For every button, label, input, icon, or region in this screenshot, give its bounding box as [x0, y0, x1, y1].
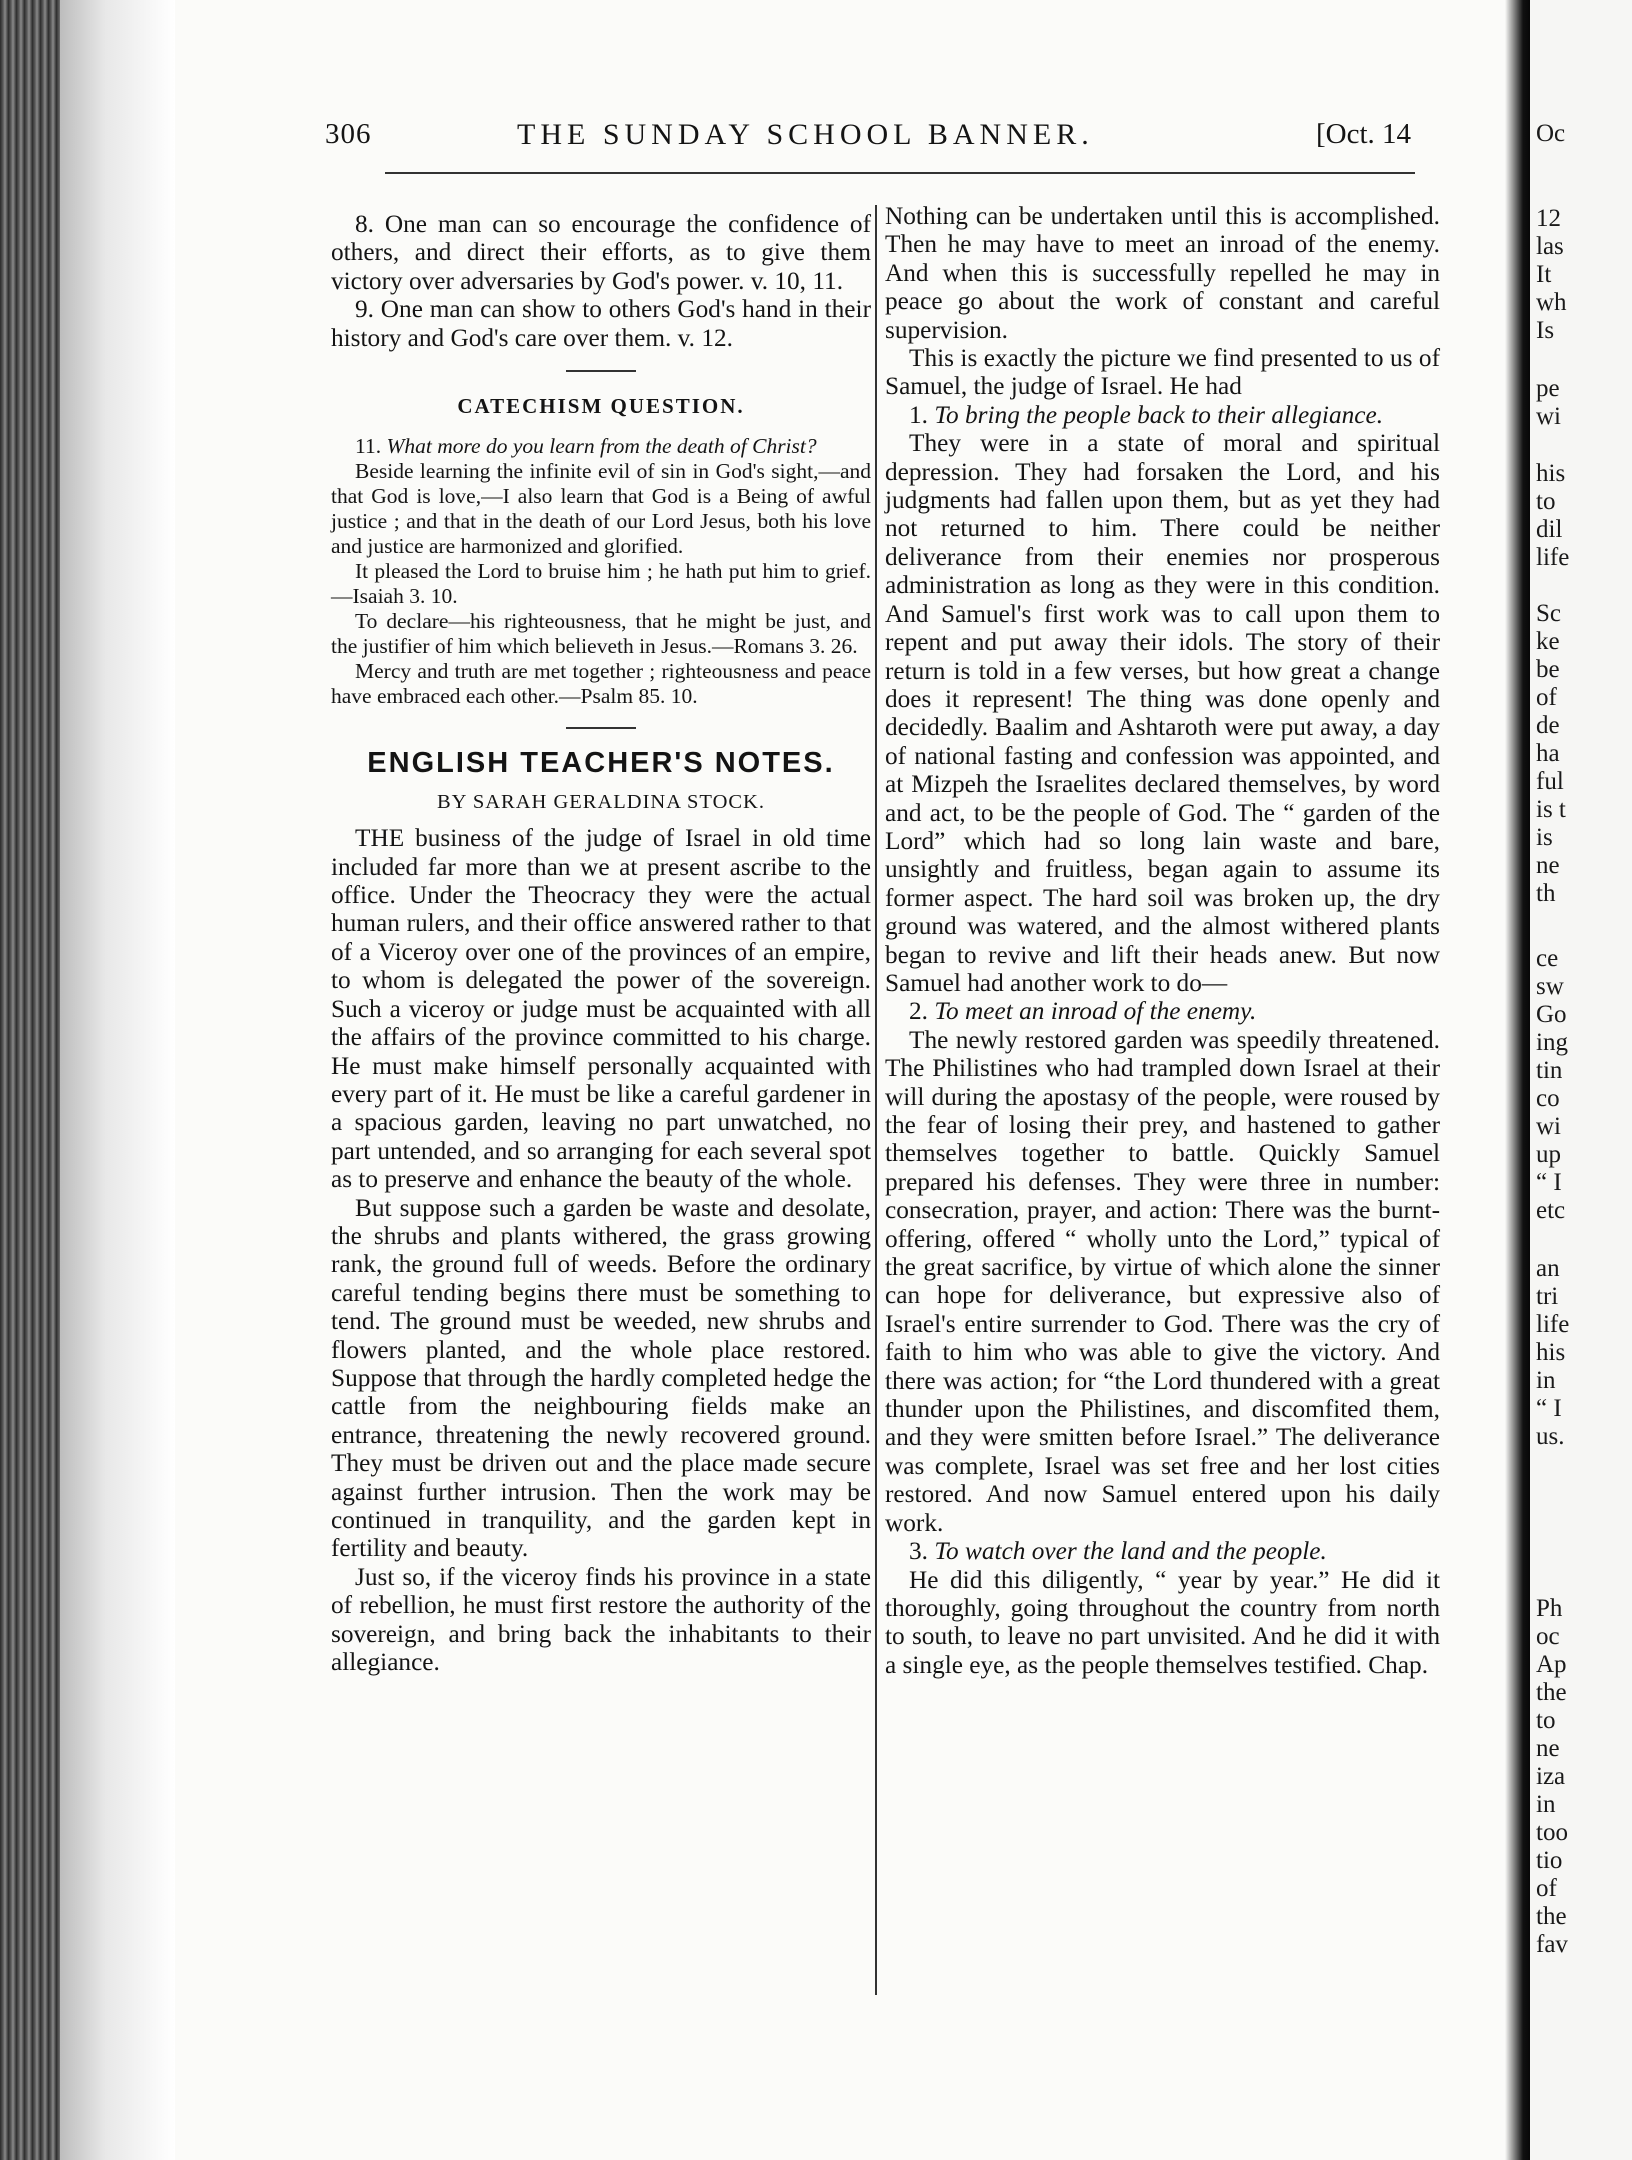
notes-heading: ENGLISH TEACHER'S NOTES.: [367, 747, 835, 780]
next-page-text-fragment: Ap: [1536, 1651, 1567, 1678]
next-page-text-fragment: us.: [1536, 1423, 1565, 1450]
next-page-text-fragment: It: [1536, 261, 1552, 288]
subheading: [885, 401, 1440, 429]
paragraph: 8. One man can so encourage the confidence of others, and direct their efforts, as to give them victory over adversaries by God's power. v. 10, 11.: [331, 210, 871, 295]
subheading-text: To meet an inroad of the enemy.: [934, 997, 1257, 1026]
catechism-question: [331, 434, 871, 459]
next-page-text-fragment: his: [1536, 1339, 1566, 1366]
next-page-text-fragment: wi: [1536, 403, 1561, 430]
section-divider: [566, 370, 636, 372]
next-page-text-fragment: be: [1536, 656, 1560, 683]
paragraph: 9. One man can show to others God's hand in their history and God's care over them. v. 12.: [331, 295, 871, 352]
next-page-text-fragment: sw: [1536, 973, 1564, 1000]
next-page-text-fragment: wh: [1536, 289, 1567, 316]
paragraph: They were in a state of moral and spiritual depression. They had forsaken the Lord, and his judgments had fallen upon them, but as yet they had not returned to him. There could be neither deliverance from their enemies nor prosperous administration as long as they were in this condition. And Samuel's first work was to call upon them to repent and put away their idols. The story of their return is told in a few verses, but how great a change does it represent! The thing was done openly and decidedly. Baalim and Ashtaroth were put away, a day of national fasting and confession was appointed, and at Mizpeh the Israelites declared themselves, by word and act, to be the people of God. The “ garden of the Lord” which had so long lain waste and bare, unsightly and fruitless, began again to assume its former aspect. The hard soil was broken up, the dry ground was watered, and the almost withered plants began to revive and lift their heads anew. But now Samuel had another work to do—: [885, 429, 1440, 997]
subheading-text: To bring the people back to their allegiance.: [934, 400, 1384, 429]
next-page-text-fragment: “ I: [1536, 1395, 1562, 1422]
next-page-text-fragment: is: [1536, 824, 1553, 851]
paragraph: THE business of the judge of Israel in old time included far more than we at present ascribe to the office. Under the Theocracy they were the actual human rulers, and their office answered rather to that of a Viceroy over one of the provinces of an empire, to whom is delegated the power of the sovereign. Such a viceroy or judge must be acquainted with all the affairs of the province committed to his charge. He must make himself personally acquainted with every part of it. He must be like a careful gardener in a spacious garden, leaving no part unwatched, no part untended, and so arranging for each several spot as to preserve and enhance the beauty of the whole.: [331, 824, 871, 1194]
next-page-text-fragment: ke: [1536, 628, 1560, 655]
scripture-verse: Mercy and truth are met together ; righteousness and peace have embraced each other.—Psalm 85. 10.: [331, 659, 871, 709]
next-page-text-fragment: life: [1536, 1311, 1570, 1338]
next-page-text-fragment: tin: [1536, 1057, 1563, 1084]
question-number: 11.: [355, 434, 382, 459]
next-page-text-fragment: iza: [1536, 1763, 1566, 1790]
next-page-text-fragment: ing: [1536, 1029, 1568, 1056]
next-page-text-fragment: tri: [1536, 1283, 1559, 1310]
paragraph: This is exactly the picture we find presented to us of Samuel, the judge of Israel. He had: [885, 344, 1440, 401]
paragraph: But suppose such a garden be waste and desolate, the shrubs and plants withered, the grass growing rank, the ground full of weeds. Before the ordinary careful tending begins there must be something to tend. The ground must be weeded, new shrubs and flowers planted, and the whole place restored. Suppose that through the hardly completed hedge the cattle from the neighbouring fields make an entrance, threatening the newly recovered ground. They must be driven out and the place made secure against further intrusion. Then the work may be continued in tranquility, and the garden kept in fertility and beauty.: [331, 1193, 871, 1563]
issue-date: [Oct. 14: [1316, 118, 1412, 150]
next-page-text-fragment: is t: [1536, 796, 1566, 823]
next-page-text-fragment: ful: [1536, 768, 1564, 795]
catechism-heading: CATECHISM QUESTION.: [457, 394, 745, 419]
next-page-text-fragment: ce: [1536, 945, 1559, 972]
next-page-text-fragment: fav: [1536, 1931, 1568, 1958]
running-title: THE SUNDAY SCHOOL BANNER.: [517, 118, 1094, 151]
next-page-text-fragment: Go: [1536, 1001, 1567, 1028]
next-page-text-fragment: dil: [1536, 516, 1563, 543]
next-page-text-fragment: the: [1536, 1903, 1567, 1930]
subheading-text: To watch over the land and the people.: [934, 1537, 1327, 1566]
subheading-number: 1.: [909, 400, 928, 429]
next-page-text-fragment: pe: [1536, 375, 1560, 402]
header-rule: [385, 172, 1415, 174]
subheading-number: 3.: [909, 1537, 928, 1566]
next-page-text-fragment: las: [1536, 233, 1564, 260]
next-page-text-fragment: etc: [1536, 1197, 1566, 1224]
next-page-text-fragment: to: [1536, 488, 1556, 515]
paragraph: Nothing can be undertaken until this is accomplished. Then he may have to meet an inroad of the enemy. And when this is successfully repelled he may in peace go about the work of constant and careful supervision.: [885, 202, 1440, 344]
page-number: 306: [325, 118, 372, 150]
next-page-fragment: [1530, 0, 1632, 2160]
subheading: [885, 1537, 1440, 1565]
scripture-verse: It pleased the Lord to bruise him ; he hath put him to grief.—Isaiah 3. 10.: [331, 559, 871, 609]
paragraph: Just so, if the viceroy finds his province in a state of rebellion, he must first restore the authority of the sovereign, and bring back the inhabitants to their allegiance.: [331, 1562, 871, 1677]
next-page-text-fragment: the: [1536, 1679, 1567, 1706]
next-page-text-fragment: of: [1536, 684, 1557, 711]
scripture-verse: To declare—his righteousness, that he might be just, and the justifier of him which believeth in Jesus.—Romans 3. 26.: [331, 609, 871, 659]
next-page-text-fragment: 12: [1536, 205, 1561, 232]
next-page-text-fragment: in: [1536, 1791, 1556, 1818]
column-rule: [875, 205, 877, 1995]
subheading: [885, 997, 1440, 1025]
next-page-text-fragment: th: [1536, 880, 1556, 907]
paragraph: He did this diligently, “ year by year.” He did it thoroughly, going throughout the country from north to south, to leave no part unvisited. And he did it with a single eye, as the people themselves testified. Chap.: [885, 1565, 1440, 1679]
next-page-text-fragment: of: [1536, 1875, 1557, 1902]
next-page-text-fragment: to: [1536, 1707, 1556, 1734]
next-page-text-fragment: tio: [1536, 1847, 1563, 1874]
paragraph: The newly restored garden was speedily threatened. The Philistines who had trampled down Israel at their will during the apostasy of the people, were roused by the fear of losing their prey, and hastened to gather themselves together to battle. Quickly Samuel prepared his defenses. They were three in number: consecration, prayer, and action: There was the burnt-offering, offered “ wholly unto the Lord,” typical of the great sacrifice, by virtue of which alone the sinner can hope for deliverance, but expressive also of Israel's entire surrender to God. There was the cry of faith to him who was able to give the victory. And there was action; for “the Lord thundered with a great thunder upon the Philistines, and discomfited them, and they were smitten before Israel.” The deliverance was complete, Israel was set free and her lost cities restored. And now Samuel entered upon his daily work.: [885, 1025, 1440, 1537]
subheading-number: 2.: [909, 997, 928, 1026]
next-page-text-fragment: ha: [1536, 740, 1560, 767]
next-page-text-fragment: Ph: [1536, 1595, 1563, 1622]
next-page-text-fragment: Oc: [1536, 120, 1566, 147]
next-page-text-fragment: wi: [1536, 1113, 1561, 1140]
next-page-text-fragment: too: [1536, 1819, 1568, 1846]
section-divider: [566, 727, 636, 729]
next-page-text-fragment: in: [1536, 1367, 1556, 1394]
next-page-text-fragment: de: [1536, 712, 1560, 739]
next-page-text-fragment: ne: [1536, 1735, 1560, 1762]
next-page-text-fragment: ne: [1536, 852, 1560, 879]
next-page-text-fragment: Sc: [1536, 600, 1561, 627]
next-page-text-fragment: his: [1536, 460, 1566, 487]
next-page-text-fragment: an: [1536, 1255, 1560, 1282]
next-page-text-fragment: oc: [1536, 1623, 1560, 1650]
byline: BY SARAH GERALDINA STOCK.: [437, 790, 765, 813]
next-page-text-fragment: Is: [1536, 317, 1555, 344]
next-page-text-fragment: co: [1536, 1085, 1560, 1112]
book-edge: [0, 0, 175, 2160]
catechism-answer: Beside learning the infinite evil of sin in God's sight,—and that God is love,—I also learn that God is a Being of awful justice ; and that in the death of our Lord Jesus, both his love and justice are harmonized and glorified.: [331, 459, 871, 559]
next-page-text-fragment: “ I: [1536, 1169, 1562, 1196]
right-column: [885, 202, 1440, 1679]
left-column: [331, 210, 871, 1676]
next-page-text-fragment: life: [1536, 544, 1570, 571]
question-text: What more do you learn from the death of Christ?: [386, 434, 817, 459]
next-page-text-fragment: up: [1536, 1141, 1561, 1168]
